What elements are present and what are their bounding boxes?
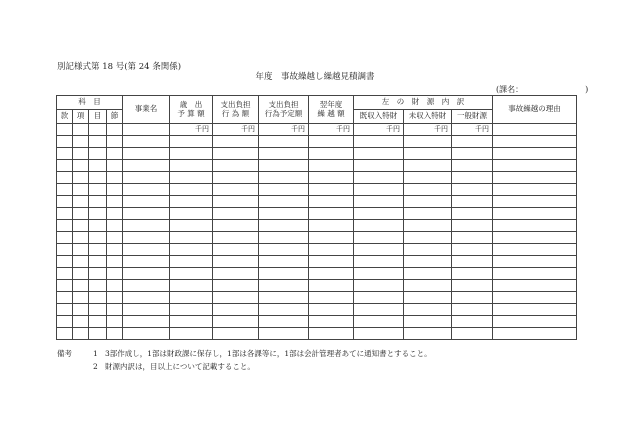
department-field xyxy=(496,84,588,95)
table-cell xyxy=(57,160,73,172)
header-shishutsu-yotei-line1: 支出負担 xyxy=(268,99,299,109)
unit-saishutsu: 千円 xyxy=(170,124,213,136)
table-cell xyxy=(89,316,107,328)
header-kou: 項 xyxy=(73,110,89,124)
table-cell xyxy=(309,244,354,256)
form-number-label: 別記様式第 18 号(第 24 条関係) xyxy=(57,62,182,72)
table-cell xyxy=(89,148,107,160)
table-cell xyxy=(452,304,493,316)
table-cell xyxy=(404,220,452,232)
table-cell xyxy=(354,136,404,148)
table-cell xyxy=(493,196,577,208)
table-row xyxy=(57,172,577,184)
table-cell xyxy=(354,292,404,304)
header-yokunendo-line1: 翌年度 xyxy=(319,99,343,109)
table-cell xyxy=(89,172,107,184)
header-yokunendo xyxy=(309,96,354,124)
table-cell xyxy=(89,160,107,172)
header-riyu: 事故繰越の理由 xyxy=(493,96,577,124)
table-cell xyxy=(123,268,170,280)
department-label: (課名： xyxy=(496,85,524,94)
carryover-estimate-table xyxy=(56,95,577,340)
table-cell xyxy=(213,160,259,172)
table-cell xyxy=(213,304,259,316)
table-row xyxy=(57,328,577,340)
table-cell xyxy=(354,280,404,292)
header-yokunendo-line2: 繰 越 額 xyxy=(317,108,345,118)
table-cell xyxy=(309,280,354,292)
table-cell xyxy=(404,196,452,208)
table-cell xyxy=(354,316,404,328)
table-cell xyxy=(73,316,89,328)
table-cell xyxy=(354,196,404,208)
table-row xyxy=(57,232,577,244)
table-cell xyxy=(73,232,89,244)
table-cell xyxy=(170,280,213,292)
table-cell xyxy=(354,148,404,160)
table-row xyxy=(57,148,577,160)
table-cell xyxy=(73,220,89,232)
table-cell xyxy=(170,292,213,304)
table-cell xyxy=(170,172,213,184)
table-cell xyxy=(404,244,452,256)
table-cell xyxy=(57,184,73,196)
table-cell xyxy=(123,208,170,220)
table-cell xyxy=(452,136,493,148)
table-row xyxy=(57,280,577,292)
table-cell xyxy=(309,256,354,268)
unit-shishutsu-yotei: 千円 xyxy=(259,124,309,136)
table-cell xyxy=(170,160,213,172)
table-cell xyxy=(213,244,259,256)
table-row xyxy=(57,136,577,148)
unit-shishutsu-gyoi: 千円 xyxy=(213,124,259,136)
table-cell xyxy=(89,136,107,148)
unit-cell-empty xyxy=(57,124,73,136)
table-cell xyxy=(73,244,89,256)
table-cell xyxy=(259,184,309,196)
header-shishutsu-gyoi-line1: 支出負担 xyxy=(220,99,251,109)
table-cell xyxy=(404,316,452,328)
header-saishutsu-line2: 予 算 額 xyxy=(177,108,205,118)
table-cell xyxy=(213,232,259,244)
table-cell xyxy=(170,196,213,208)
table-cell xyxy=(89,220,107,232)
table-cell xyxy=(89,292,107,304)
table-cell xyxy=(404,184,452,196)
table-cell xyxy=(493,160,577,172)
table-cell xyxy=(309,208,354,220)
table-cell xyxy=(493,136,577,148)
table-cell xyxy=(107,184,123,196)
table-cell xyxy=(89,184,107,196)
table-cell xyxy=(452,184,493,196)
table-row xyxy=(57,316,577,328)
table-cell xyxy=(493,304,577,316)
table-cell xyxy=(107,292,123,304)
table-cell xyxy=(170,316,213,328)
note-text: 3部作成し，1部は財政課に保存し，1部は各課等に，1部は会計管理者あてに通知書とすること。 xyxy=(105,349,432,358)
table-cell xyxy=(107,304,123,316)
table-cell xyxy=(107,160,123,172)
table-cell xyxy=(213,148,259,160)
table-cell xyxy=(452,292,493,304)
table-cell xyxy=(107,148,123,160)
header-setsu: 節 xyxy=(107,110,123,124)
table-cell xyxy=(452,328,493,340)
table-cell xyxy=(107,316,123,328)
unit-ippan: 千円 xyxy=(452,124,493,136)
table-cell xyxy=(57,328,73,340)
unit-row xyxy=(57,124,577,136)
table-cell xyxy=(309,136,354,148)
table-cell xyxy=(259,232,309,244)
table-cell xyxy=(57,304,73,316)
table-cell xyxy=(73,208,89,220)
table-cell xyxy=(493,172,577,184)
table-cell xyxy=(213,268,259,280)
table-cell xyxy=(107,172,123,184)
table-cell xyxy=(213,172,259,184)
table-cell xyxy=(354,256,404,268)
header-saishutsu-line1: 歳 出 xyxy=(179,99,203,109)
table-cell xyxy=(57,292,73,304)
table-row xyxy=(57,208,577,220)
table-cell xyxy=(354,220,404,232)
table-cell xyxy=(259,196,309,208)
table-cell xyxy=(452,256,493,268)
table-cell xyxy=(57,316,73,328)
table-cell xyxy=(404,232,452,244)
unit-cell-empty xyxy=(123,124,170,136)
table-cell xyxy=(123,328,170,340)
table-cell xyxy=(404,304,452,316)
table-cell xyxy=(170,244,213,256)
table-cell xyxy=(259,148,309,160)
table-cell xyxy=(123,316,170,328)
table-cell xyxy=(493,268,577,280)
note-number: 2 xyxy=(93,362,98,371)
table-row xyxy=(57,292,577,304)
table-cell xyxy=(57,244,73,256)
table-cell xyxy=(123,292,170,304)
header-shishutsu-yotei xyxy=(259,96,309,124)
table-cell xyxy=(123,184,170,196)
header-shishutsu-gyoi-line2: 行 為 額 xyxy=(221,108,250,118)
table-row xyxy=(57,220,577,232)
table-cell xyxy=(170,148,213,160)
table-row xyxy=(57,244,577,256)
table-cell xyxy=(170,232,213,244)
table-cell xyxy=(123,136,170,148)
table-cell xyxy=(107,280,123,292)
table-cell xyxy=(452,232,493,244)
header-shishutsu-yotei-line2: 行為予定額 xyxy=(264,108,303,118)
header-row-1 xyxy=(57,96,577,110)
header-shishutsu-gyoi xyxy=(213,96,259,124)
table-cell xyxy=(309,292,354,304)
table-cell xyxy=(493,328,577,340)
header-kishuu: 既収入特財 xyxy=(354,110,404,124)
table-cell xyxy=(259,208,309,220)
table-cell xyxy=(213,280,259,292)
table-cell xyxy=(89,232,107,244)
table-cell xyxy=(213,292,259,304)
table-cell xyxy=(57,136,73,148)
table-cell xyxy=(89,280,107,292)
header-saishutsu-yosan xyxy=(170,96,213,124)
table-cell xyxy=(493,184,577,196)
table-cell xyxy=(309,184,354,196)
table-cell xyxy=(452,160,493,172)
table-cell xyxy=(354,268,404,280)
table-cell xyxy=(73,268,89,280)
table-cell xyxy=(404,148,452,160)
unit-cell-empty xyxy=(89,124,107,136)
table-cell xyxy=(452,280,493,292)
table-cell xyxy=(404,268,452,280)
table-cell xyxy=(354,244,404,256)
unit-kishuu: 千円 xyxy=(354,124,404,136)
table-cell xyxy=(404,160,452,172)
table-cell xyxy=(404,292,452,304)
table-cell xyxy=(213,220,259,232)
table-cell xyxy=(107,328,123,340)
table-row xyxy=(57,304,577,316)
table-cell xyxy=(170,328,213,340)
table-cell xyxy=(259,220,309,232)
table-cell xyxy=(452,208,493,220)
notes-label: 備考 xyxy=(57,349,72,358)
table-cell xyxy=(213,256,259,268)
table-cell xyxy=(213,208,259,220)
table-cell xyxy=(452,148,493,160)
note-item xyxy=(93,360,255,373)
table-cell xyxy=(493,244,577,256)
table-cell xyxy=(107,208,123,220)
table-cell xyxy=(213,328,259,340)
table-cell xyxy=(123,280,170,292)
table-cell xyxy=(213,136,259,148)
table-cell xyxy=(107,244,123,256)
table-cell xyxy=(123,220,170,232)
table-cell xyxy=(259,292,309,304)
table-cell xyxy=(354,232,404,244)
department-close: ) xyxy=(585,85,589,94)
table-cell xyxy=(259,280,309,292)
table-cell xyxy=(57,172,73,184)
table-cell xyxy=(89,328,107,340)
table-cell xyxy=(354,172,404,184)
table-cell xyxy=(309,220,354,232)
table-cell xyxy=(89,304,107,316)
table-cell xyxy=(259,268,309,280)
unit-yokunendo: 千円 xyxy=(309,124,354,136)
table-cell xyxy=(493,208,577,220)
table-cell xyxy=(493,220,577,232)
table-cell xyxy=(452,220,493,232)
unit-cell-empty xyxy=(107,124,123,136)
table-cell xyxy=(213,316,259,328)
table-cell xyxy=(170,268,213,280)
table-cell xyxy=(89,196,107,208)
table-cell xyxy=(309,196,354,208)
table-cell xyxy=(57,196,73,208)
table-cell xyxy=(493,316,577,328)
table-cell xyxy=(73,148,89,160)
table-cell xyxy=(89,256,107,268)
table-cell xyxy=(309,328,354,340)
entry-rows xyxy=(57,136,577,340)
table-cell xyxy=(404,136,452,148)
header-mishuu: 未収入特財 xyxy=(404,110,452,124)
table-cell xyxy=(259,256,309,268)
unit-cell-empty xyxy=(493,124,577,136)
table-cell xyxy=(107,256,123,268)
header-ippan: 一般財源 xyxy=(452,110,493,124)
table-cell xyxy=(493,256,577,268)
table-cell xyxy=(404,172,452,184)
table-cell xyxy=(73,328,89,340)
table-cell xyxy=(123,244,170,256)
table-cell xyxy=(259,316,309,328)
table-cell xyxy=(123,160,170,172)
table-cell xyxy=(259,172,309,184)
table-cell xyxy=(123,172,170,184)
table-cell xyxy=(170,136,213,148)
table-row xyxy=(57,268,577,280)
table-cell xyxy=(309,148,354,160)
table-cell xyxy=(213,184,259,196)
table-cell xyxy=(123,304,170,316)
table-cell xyxy=(73,184,89,196)
table-cell xyxy=(170,304,213,316)
table-cell xyxy=(213,196,259,208)
table-cell xyxy=(259,328,309,340)
table-cell xyxy=(57,148,73,160)
table-cell xyxy=(493,280,577,292)
unit-cell-empty xyxy=(73,124,89,136)
table-cell xyxy=(73,196,89,208)
table-cell xyxy=(354,184,404,196)
table-cell xyxy=(309,172,354,184)
table-cell xyxy=(57,220,73,232)
table-cell xyxy=(73,160,89,172)
table-cell xyxy=(107,136,123,148)
table-cell xyxy=(452,316,493,328)
table-cell xyxy=(57,280,73,292)
note-text: 財源内訳は，目以上について記載すること。 xyxy=(105,362,255,371)
note-number: 1 xyxy=(93,349,98,358)
table-cell xyxy=(170,220,213,232)
table-cell xyxy=(259,244,309,256)
document-title: 年度 事故繰越し繰越見積調書 xyxy=(255,72,375,82)
header-moku: 目 xyxy=(89,110,107,124)
table-cell xyxy=(493,148,577,160)
table-cell xyxy=(73,172,89,184)
table-cell xyxy=(57,208,73,220)
table-cell xyxy=(493,292,577,304)
table-cell xyxy=(170,184,213,196)
table-cell xyxy=(123,196,170,208)
table-cell xyxy=(309,316,354,328)
header-kamoku: 科 目 xyxy=(57,96,123,110)
table-cell xyxy=(73,280,89,292)
table-cell xyxy=(73,256,89,268)
table-cell xyxy=(404,208,452,220)
table-cell xyxy=(259,304,309,316)
table-cell xyxy=(123,148,170,160)
table-cell xyxy=(107,268,123,280)
table-cell xyxy=(57,232,73,244)
table-row xyxy=(57,256,577,268)
table-cell xyxy=(259,160,309,172)
table-cell xyxy=(73,292,89,304)
header-kan: 款 xyxy=(57,110,73,124)
table-cell xyxy=(452,244,493,256)
table-cell xyxy=(123,232,170,244)
table-cell xyxy=(89,208,107,220)
table-cell xyxy=(73,304,89,316)
table-cell xyxy=(170,256,213,268)
header-zaigen-uchiwake: 左 の 財 源 内 訳 xyxy=(354,96,493,110)
table-cell xyxy=(354,304,404,316)
table-cell xyxy=(259,136,309,148)
table-cell xyxy=(170,208,213,220)
table-cell xyxy=(493,232,577,244)
table-cell xyxy=(123,256,170,268)
table-row xyxy=(57,196,577,208)
table-cell xyxy=(452,196,493,208)
table-cell xyxy=(404,328,452,340)
table-cell xyxy=(57,256,73,268)
table-row xyxy=(57,160,577,172)
header-jigyo: 事業名 xyxy=(123,96,170,124)
table-cell xyxy=(89,244,107,256)
table-cell xyxy=(89,268,107,280)
table-cell xyxy=(404,280,452,292)
table-cell xyxy=(452,172,493,184)
table-cell xyxy=(309,232,354,244)
table-cell xyxy=(309,268,354,280)
note-item xyxy=(93,347,432,360)
table-row xyxy=(57,184,577,196)
table-cell xyxy=(107,196,123,208)
table-cell xyxy=(354,160,404,172)
table-cell xyxy=(107,232,123,244)
table-cell xyxy=(73,136,89,148)
unit-mishuu: 千円 xyxy=(404,124,452,136)
table-cell xyxy=(309,304,354,316)
table-cell xyxy=(309,160,354,172)
table-cell xyxy=(57,268,73,280)
table-cell xyxy=(452,268,493,280)
table-cell xyxy=(107,220,123,232)
table-cell xyxy=(354,328,404,340)
table-cell xyxy=(354,208,404,220)
table-cell xyxy=(404,256,452,268)
